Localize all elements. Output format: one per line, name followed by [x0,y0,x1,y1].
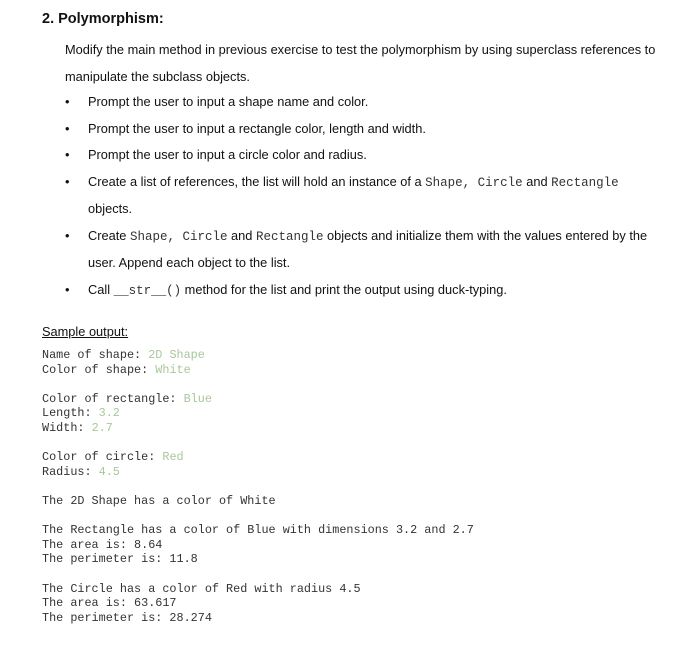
prompt-label: Radius: [42,464,99,479]
blank-line [42,436,474,451]
input-value: White [155,362,191,377]
output-line [42,363,474,378]
list-item [65,277,665,305]
input-value: 3.2 [98,406,120,421]
code-text: Rectangle [255,229,324,244]
item-text: Call [88,281,114,297]
item-text: Prompt the user to input a shape name and color. [88,94,369,109]
input-value: 2.7 [91,420,113,435]
blank-line [42,567,474,582]
list-item [65,116,665,143]
input-value: 2D Shape [148,348,205,362]
output-line: The Circle has a color of Red with radius 4.5 [42,581,361,596]
bullet-icon: • [65,173,70,189]
list-item [65,89,665,116]
prompt-label: Color of rectangle: [42,391,184,406]
output-line [42,392,474,407]
prompt-label: Color of shape: [42,362,156,377]
output-line: The perimeter is: 11.8 [42,552,198,567]
input-value: Blue [183,391,212,406]
input-value: 4.5 [98,464,120,479]
item-text: Create a list of references, the list will hold an instance of a [88,173,426,189]
intro-paragraph: Modify the main method in previous exercise to test the polymorphism by using superclass references to manipulate the subclass objects. [65,42,656,84]
sample-output-label: Sample output: [42,324,129,339]
output-line: The perimeter is: 28.274 [42,610,212,625]
item-text: Create [88,227,130,243]
bullet-icon: • [65,120,70,136]
item-text: and [522,173,552,189]
code-text: Shape, Circle [425,175,523,190]
output-line [42,450,474,465]
code-text: Rectangle [551,175,619,190]
list-item [65,169,665,223]
output-line [42,465,474,480]
bullet-icon: • [65,147,70,162]
bullet-icon: • [65,281,70,297]
output-line: The Rectangle has a color of Blue with dimensions 3.2 and 2.7 [42,523,474,538]
bullet-icon: • [65,94,70,109]
output-line: The area is: 8.64 [42,537,163,552]
item-text: Prompt the user to input a rectangle color, length and width. [88,120,426,136]
prompt-label: Length: [42,406,99,421]
sample-output-block [42,348,474,625]
item-text: Prompt the user to input a circle color and radius. [88,147,367,162]
list-item [65,223,665,277]
code-text: Shape, Circle [129,229,228,244]
output-line [42,348,474,363]
item-text: objects and initialize them with the values entered by the user. Append each object to the list. [88,227,648,270]
prompt-label: Name of shape: [42,348,149,362]
prompt-label: Width: [42,420,92,435]
output-line: The area is: 63.617 [42,596,177,611]
output-line [42,421,474,436]
output-line: The 2D Shape has a color of White [42,493,276,508]
blank-line [42,509,474,524]
input-value: Red [162,450,184,465]
prompt-label: Color of circle: [42,450,163,465]
requirements-list [65,89,665,304]
blank-line [42,479,474,494]
section-heading: 2. Polymorphism: [42,11,164,27]
bullet-icon: • [65,227,70,243]
item-text: method for the list and print the output using duck-typing. [181,281,507,297]
code-text: __str__() [113,283,182,298]
item-text: and [227,227,256,243]
blank-line [42,377,474,392]
output-line [42,406,474,421]
item-text: objects. [88,201,133,216]
list-item [65,142,665,169]
